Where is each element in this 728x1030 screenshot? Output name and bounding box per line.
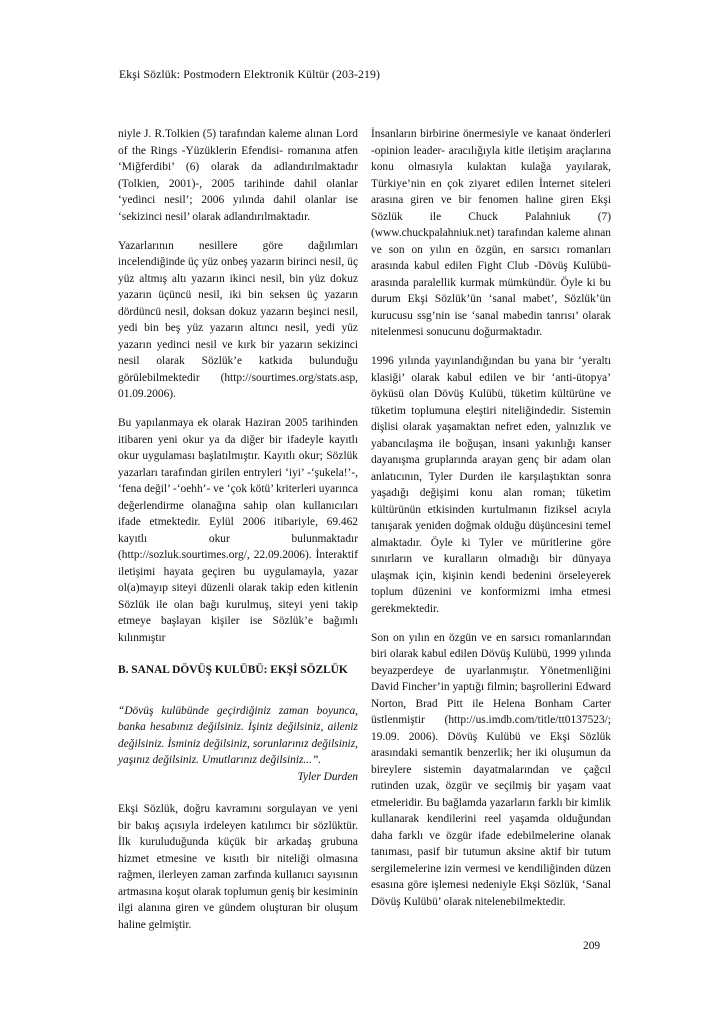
page-number: 209 (583, 940, 601, 952)
body-paragraph: Yazarlarının nesillere göre dağılımları incelendiğinde üç yüz onbeş yazarın birinci nesil, üç yüz altmış altı yazarın ikinci nesil, bin yüz dokuz yazarın üçüncü nesil, iki bin seksen üç yazarın dördüncü nesil, doksan dokuz yazarın beşinci nesil, yedi bin beş yüz yazarın altıncı nesil, yedi yüz yazarın yedinci nesil ve kırk bir yazarın sekizinci nesil olarak Sözlük’e katkıda bulunduğu görülebilmektedir (http://sourtimes.org/stats.asp, 01.09.2006). (118, 239, 358, 400)
body-paragraph: İnsanların birbirine önermesiyle ve kanaat önderleri -opinion leader- aracılığıyla kitle iletişim araçlarına konu olmasıyla kulaktan kulağa yayılarak, Türkiye’nin en çok ziyaret edilen İnternet siteleri arasına giren ve bir fenomen haline giren Ekşi Sözlük ile Chuck Palahniuk (7) (www.chuckpalahniuk.net) tarafından kaleme alınan ve son on yılın en özgün, en sarsıcı romanları arasında kabul edilen Fight Club -Dövüş Kulübü- arasında paralellik kurmak mümkündür. Öyle ki bu durum Ekşi Sözlük’ün ‘sanal mabet’, Sözlük’ün kurucusu ssg’nin ise ‘sanal mabedin tanrısı’ olarak nitelenmesi sonucunu doğurmaktadır. (371, 128, 611, 338)
body-paragraph: Son on yılın en özgün ve en sarsıcı romanlarından biri olarak kabul edilen Dövüş Kulübü, 1999 yılında beyazperdeye de uyarlanmıştır. Yönetmenliğini David Fincher’in yaptığı filmin; başrollerini Edward Norton, Brad Pitt ile Helena Bonham Carter üstlenmiştir (http://us.imdb.com/title/tt0137523/; 19.09. 2006). Dövüş Kulübü ve Ekşi Sözlük arasındaki semantik benzerlik; her iki oluşumun da bireylere sistemin dayatmalarından ve çağcıl rutinden uzak, özgür ve seçilmiş bir yaşam vaat etmeleridir. Bu bağlamda yazarların farklı bir kimlik kullanarak kendilerini reel yaşamda olduğundan daha farklı ve özgür ifade edebilmelerine olanak tanıması, pasif bir tutumun aksine aktif bir tutum sergilemelerine izin vermesi ve kendiliğinden düzen esasına göre işlemesi nedeniyle Ekşi Sözlük, ‘Sanal Dövüş Kulübü’ olarak nitelenebilmektedir. (371, 631, 611, 908)
right-column (371, 126, 611, 923)
quote-attribution: Tyler Durden (297, 770, 358, 783)
body-paragraph: niyle J. R.Tolkien (5) tarafından kaleme alınan Lord of the Rings -Yüzüklerin Efendisi- romanına atfen ‘Miğferdibi’ (6) olarak da adlandırılmaktadır (Tolkien, 2001)-, 2005 tarihinde dahil olanlar ‘yedinci nesil’; 2006 yılında dahil olanlar ise ‘sekizinci nesil’ olarak adlandırılmaktadır. (118, 128, 358, 223)
epigraph-quote: “Dövüş kulübünde geçirdiğiniz zaman boyunca, banka hesabınız değilsiniz. İşiniz değilsiniz, aileniz değilsiniz. İsminiz değilsiniz, sorunlarınız değilsiniz, yaşınız değilsiniz. Umutlarınız değilsiniz...”. (118, 704, 358, 766)
section-heading: B. SANAL DÖVÜŞ KULÜBÜ: EKŞİ SÖZLÜK (118, 664, 348, 676)
body-paragraph: Bu yapılanmaya ek olarak Haziran 2005 tarihinden itibaren yeni okur ya da diğer bir ifadeyle kayıtlı okur uygulaması başlatılmıştır. Kayıtlı okur; Sözlük yazarları tarafından girilen entryleri ‘iyi’ -‘şukela!’-, ‘fena değil’ -‘oehh’- ve ‘çok kötü’ kriterleri uyarınca değerlendirme olanağına sahip olan kullanıcıları ifade etmektedir. Eylül 2006 itibariyle, 69.462 kayıtlı okur bulunmaktadır (http://sozluk.sourtimes.org/, 22.09.2006). İnteraktif iletişimi hayata geçiren bu uygulamayla, yazar ol(a)mayıp siteyi düzenli olarak takip eden kitlenin Sözlük ile olan bağı kurulmuş, siteyi yeni takip etmeye başlayan kişiler ise Sözlük’e bağımlı kılınmıştır (118, 417, 358, 644)
body-paragraph: Ekşi Sözlük, doğru kavramını sorgulayan ve yeni bir bakış açısıyla irdeleyen katılımcı bir sözlüktür. İlk kuruluduğunda küçük bir arkadaş grubuna hizmet etmesine ve kısıtlı bir niteliği olmasına rağmen, ilerleyen zaman zarfında kullanıcı sayısının artmasına koşut olarak toplumun geniş bir kesiminin ilgi alanına giren ve gündem oluşturan bir oluşum haline gelmiştir. (118, 803, 358, 931)
body-paragraph: 1996 yılında yayınlandığından bu yana bir ‘yeraltı klasiği’ olarak kabul edilen ve bir ‘anti-ütopya’ öyküsü olan Dövüş Kulübü, tüketim kültürüne ve tüketim toplumuna eleştiri niteliğindedir. Sistemin dişlisi olarak yaşamaktan nefret eden, yalnızlık ve yabancılaşma ile boğuşan, insani yakınlığı kanser dayanışma gruplarında arayan genç bir adam olan anlatıcının, Tyler Durden ile karşılaştıktan sonra yaşadığı değişimi konu alan roman; tüketim kültürünün etkisinden kurtulmanın fiziksel acıyla tanışarak yeniden doğmak olduğu düşüncesini temel almaktadır. Öyle ki Tyler ve müritlerine göre sınırların ve kuralların olmadığı bir dünyaya ulaşmak için, kişinin kendi bedenini örseleyerek toplum düzenini ve konformizmi imha etmesi gerekmektedir. (371, 355, 611, 615)
running-header: Ekşi Sözlük: Postmodern Elektronik Kültür (203-219) (119, 67, 381, 81)
left-column (118, 126, 358, 946)
